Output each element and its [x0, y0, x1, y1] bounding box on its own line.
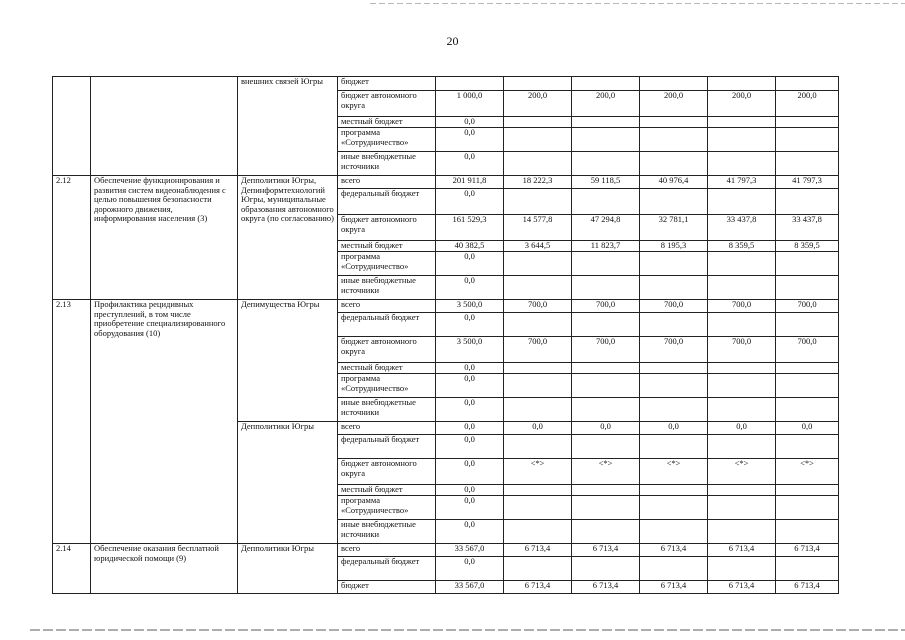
year-amount-cell	[572, 485, 640, 496]
table-row	[53, 77, 839, 91]
year-amount-cell: 40 976,4	[640, 176, 708, 189]
year-amount-cell	[640, 152, 708, 176]
table-row	[53, 176, 839, 189]
year-amount-cell: 59 118,5	[572, 176, 640, 189]
activity-name-cell: Обеспечение оказания бесплатной юридической помощи (9)	[91, 544, 238, 594]
year-amount-cell: <*>	[640, 459, 708, 485]
total-amount-cell: 0,0	[436, 276, 504, 300]
year-amount-cell: 0,0	[572, 422, 640, 435]
year-amount-cell: <*>	[572, 459, 640, 485]
year-amount-cell	[776, 496, 839, 520]
year-amount-cell	[504, 520, 572, 544]
year-amount-cell: 700,0	[504, 337, 572, 363]
year-amount-cell	[776, 77, 839, 91]
year-amount-cell	[708, 128, 776, 152]
year-amount-cell: 200,0	[776, 91, 839, 117]
funding-source-cell: всего	[338, 176, 436, 189]
year-amount-cell	[708, 520, 776, 544]
year-amount-cell	[640, 313, 708, 337]
year-amount-cell: <*>	[708, 459, 776, 485]
total-amount-cell: 0,0	[436, 520, 504, 544]
year-amount-cell: 11 823,7	[572, 241, 640, 252]
year-amount-cell: 200,0	[708, 91, 776, 117]
funding-source-cell: бюджет автономного округа	[338, 91, 436, 117]
year-amount-cell	[504, 77, 572, 91]
total-amount-cell: 161 529,3	[436, 215, 504, 241]
year-amount-cell	[708, 398, 776, 422]
year-amount-cell: 0,0	[708, 422, 776, 435]
year-amount-cell	[708, 189, 776, 215]
year-amount-cell	[708, 363, 776, 374]
year-amount-cell	[776, 398, 839, 422]
year-amount-cell	[640, 128, 708, 152]
year-amount-cell	[776, 435, 839, 459]
year-amount-cell	[640, 374, 708, 398]
year-amount-cell: 6 713,4	[504, 544, 572, 557]
budget-table-body	[53, 77, 839, 594]
funding-source-cell: бюджет автономного округа	[338, 215, 436, 241]
year-amount-cell	[504, 252, 572, 276]
year-amount-cell: 6 713,4	[504, 581, 572, 594]
budget-table	[52, 76, 839, 594]
funding-source-cell: программа «Сотрудничество»	[338, 252, 436, 276]
executor-cell: Депимущества Югры	[238, 300, 338, 422]
year-amount-cell	[504, 485, 572, 496]
year-amount-cell: 700,0	[640, 300, 708, 313]
funding-source-cell: иные внебюджетные источники	[338, 520, 436, 544]
funding-source-cell: местный бюджет	[338, 117, 436, 128]
year-amount-cell: 200,0	[572, 91, 640, 117]
year-amount-cell	[708, 252, 776, 276]
year-amount-cell	[776, 276, 839, 300]
year-amount-cell: 8 359,5	[708, 241, 776, 252]
year-amount-cell	[572, 189, 640, 215]
year-amount-cell	[504, 374, 572, 398]
year-amount-cell	[640, 557, 708, 581]
year-amount-cell: 0,0	[640, 422, 708, 435]
year-amount-cell: 6 713,4	[572, 544, 640, 557]
year-amount-cell	[640, 496, 708, 520]
year-amount-cell	[572, 557, 640, 581]
year-amount-cell	[640, 363, 708, 374]
year-amount-cell	[504, 398, 572, 422]
year-amount-cell	[708, 276, 776, 300]
year-amount-cell: 700,0	[708, 300, 776, 313]
year-amount-cell: 700,0	[504, 300, 572, 313]
year-amount-cell	[504, 117, 572, 128]
year-amount-cell	[572, 128, 640, 152]
year-amount-cell	[504, 189, 572, 215]
year-amount-cell	[708, 557, 776, 581]
year-amount-cell	[708, 117, 776, 128]
total-amount-cell: 0,0	[436, 398, 504, 422]
year-amount-cell: <*>	[504, 459, 572, 485]
page-number: 20	[446, 34, 459, 48]
year-amount-cell: 700,0	[708, 337, 776, 363]
year-amount-cell: 6 713,4	[640, 581, 708, 594]
year-amount-cell	[708, 435, 776, 459]
year-amount-cell	[504, 313, 572, 337]
year-amount-cell	[640, 485, 708, 496]
year-amount-cell	[776, 117, 839, 128]
year-amount-cell	[776, 520, 839, 544]
total-amount-cell: 0,0	[436, 435, 504, 459]
funding-source-cell: иные внебюджетные источники	[338, 152, 436, 176]
year-amount-cell: 8 195,3	[640, 241, 708, 252]
year-amount-cell	[572, 520, 640, 544]
funding-source-cell: федеральный бюджет	[338, 435, 436, 459]
funding-source-cell: программа «Сотрудничество»	[338, 496, 436, 520]
total-amount-cell: 0,0	[436, 313, 504, 337]
total-amount-cell: 0,0	[436, 117, 504, 128]
year-amount-cell: 33 437,8	[708, 215, 776, 241]
funding-source-cell: местный бюджет	[338, 241, 436, 252]
year-amount-cell	[572, 398, 640, 422]
funding-source-cell: федеральный бюджет	[338, 189, 436, 215]
funding-source-cell: федеральный бюджет	[338, 557, 436, 581]
year-amount-cell: 700,0	[776, 300, 839, 313]
year-amount-cell: 47 294,8	[572, 215, 640, 241]
total-amount-cell: 1 000,0	[436, 91, 504, 117]
year-amount-cell: 200,0	[504, 91, 572, 117]
executor-cell: Депполитики Югры, Депинформтехнологий Югры, муниципальные образования автономного округа (по согласованию)	[238, 176, 338, 300]
year-amount-cell	[640, 77, 708, 91]
year-amount-cell	[504, 557, 572, 581]
total-amount-cell: 0,0	[436, 128, 504, 152]
year-amount-cell	[572, 313, 640, 337]
year-amount-cell	[776, 189, 839, 215]
year-amount-cell	[640, 435, 708, 459]
year-amount-cell	[708, 152, 776, 176]
executor-cell: Депполитики Югры	[238, 422, 338, 544]
year-amount-cell	[776, 363, 839, 374]
total-amount-cell	[436, 77, 504, 91]
row-number-cell: 2.13	[53, 300, 91, 544]
total-amount-cell: 0,0	[436, 459, 504, 485]
year-amount-cell: 6 713,4	[640, 544, 708, 557]
executor-cell: внешних связей Югры	[238, 77, 338, 176]
scan-artifact-bottom	[30, 629, 905, 631]
total-amount-cell: 0,0	[436, 485, 504, 496]
total-amount-cell: 3 500,0	[436, 337, 504, 363]
year-amount-cell	[708, 496, 776, 520]
year-amount-cell: 6 713,4	[776, 544, 839, 557]
scan-artifact-top	[370, 3, 905, 4]
year-amount-cell	[572, 152, 640, 176]
year-amount-cell	[776, 152, 839, 176]
year-amount-cell	[708, 313, 776, 337]
year-amount-cell: 0,0	[776, 422, 839, 435]
year-amount-cell: 6 713,4	[708, 581, 776, 594]
year-amount-cell: 18 222,3	[504, 176, 572, 189]
year-amount-cell	[776, 128, 839, 152]
year-amount-cell: 700,0	[572, 337, 640, 363]
row-number-cell: 2.12	[53, 176, 91, 300]
total-amount-cell: 201 911,8	[436, 176, 504, 189]
total-amount-cell: 33 567,0	[436, 544, 504, 557]
year-amount-cell	[776, 557, 839, 581]
year-amount-cell	[776, 485, 839, 496]
funding-source-cell: местный бюджет	[338, 485, 436, 496]
funding-source-cell: бюджет	[338, 581, 436, 594]
row-number-cell: 2.14	[53, 544, 91, 594]
year-amount-cell	[640, 252, 708, 276]
funding-source-cell: местный бюджет	[338, 363, 436, 374]
year-amount-cell: 3 644,5	[504, 241, 572, 252]
total-amount-cell: 3 500,0	[436, 300, 504, 313]
year-amount-cell: <*>	[776, 459, 839, 485]
funding-source-cell: всего	[338, 300, 436, 313]
activity-name-cell: Обеспечение функционирования и развития систем видеонаблюдения с целью повышения безопасности дорожного движения, информирования населения (3)	[91, 176, 238, 300]
year-amount-cell: 0,0	[504, 422, 572, 435]
year-amount-cell: 8 359,5	[776, 241, 839, 252]
total-amount-cell: 0,0	[436, 252, 504, 276]
funding-source-cell: иные внебюджетные источники	[338, 276, 436, 300]
year-amount-cell	[708, 485, 776, 496]
funding-source-cell: всего	[338, 544, 436, 557]
year-amount-cell	[708, 374, 776, 398]
year-amount-cell	[776, 374, 839, 398]
funding-source-cell: иные внебюджетные источники	[338, 398, 436, 422]
funding-source-cell: программа «Сотрудничество»	[338, 128, 436, 152]
year-amount-cell	[504, 435, 572, 459]
funding-source-cell: бюджет автономного округа	[338, 337, 436, 363]
year-amount-cell	[572, 435, 640, 459]
year-amount-cell	[776, 313, 839, 337]
total-amount-cell: 40 382,5	[436, 241, 504, 252]
year-amount-cell	[572, 363, 640, 374]
year-amount-cell	[504, 276, 572, 300]
year-amount-cell	[776, 252, 839, 276]
year-amount-cell: 6 713,4	[776, 581, 839, 594]
year-amount-cell: 200,0	[640, 91, 708, 117]
total-amount-cell: 33 567,0	[436, 581, 504, 594]
activity-name-cell	[91, 77, 238, 176]
year-amount-cell: 32 781,1	[640, 215, 708, 241]
year-amount-cell: 6 713,4	[572, 581, 640, 594]
funding-source-cell: бюджет	[338, 77, 436, 91]
year-amount-cell: 41 797,3	[708, 176, 776, 189]
funding-source-cell: бюджет автономного округа	[338, 459, 436, 485]
table-row	[53, 544, 839, 557]
activity-name-cell: Профилактика рецидивных преступлений, в том числе приобретение специализированного оборудования (10)	[91, 300, 238, 544]
year-amount-cell	[504, 128, 572, 152]
row-number-cell	[53, 77, 91, 176]
year-amount-cell	[572, 276, 640, 300]
year-amount-cell	[572, 117, 640, 128]
year-amount-cell: 6 713,4	[708, 544, 776, 557]
year-amount-cell	[572, 252, 640, 276]
year-amount-cell	[504, 496, 572, 520]
year-amount-cell	[640, 520, 708, 544]
total-amount-cell: 0,0	[436, 557, 504, 581]
total-amount-cell: 0,0	[436, 189, 504, 215]
total-amount-cell: 0,0	[436, 374, 504, 398]
funding-source-cell: программа «Сотрудничество»	[338, 374, 436, 398]
year-amount-cell	[640, 398, 708, 422]
year-amount-cell	[640, 189, 708, 215]
year-amount-cell	[572, 374, 640, 398]
executor-cell: Депполитики Югры	[238, 544, 338, 594]
funding-source-cell: всего	[338, 422, 436, 435]
table-row	[53, 300, 839, 313]
year-amount-cell	[640, 276, 708, 300]
funding-source-cell: федеральный бюджет	[338, 313, 436, 337]
year-amount-cell	[572, 77, 640, 91]
year-amount-cell: 700,0	[640, 337, 708, 363]
year-amount-cell: 41 797,3	[776, 176, 839, 189]
year-amount-cell: 33 437,8	[776, 215, 839, 241]
total-amount-cell: 0,0	[436, 496, 504, 520]
year-amount-cell: 700,0	[572, 300, 640, 313]
year-amount-cell	[640, 117, 708, 128]
year-amount-cell: 14 577,8	[504, 215, 572, 241]
year-amount-cell	[504, 152, 572, 176]
year-amount-cell	[708, 77, 776, 91]
year-amount-cell: 700,0	[776, 337, 839, 363]
total-amount-cell: 0,0	[436, 152, 504, 176]
year-amount-cell	[504, 363, 572, 374]
year-amount-cell	[572, 496, 640, 520]
total-amount-cell: 0,0	[436, 422, 504, 435]
total-amount-cell: 0,0	[436, 363, 504, 374]
